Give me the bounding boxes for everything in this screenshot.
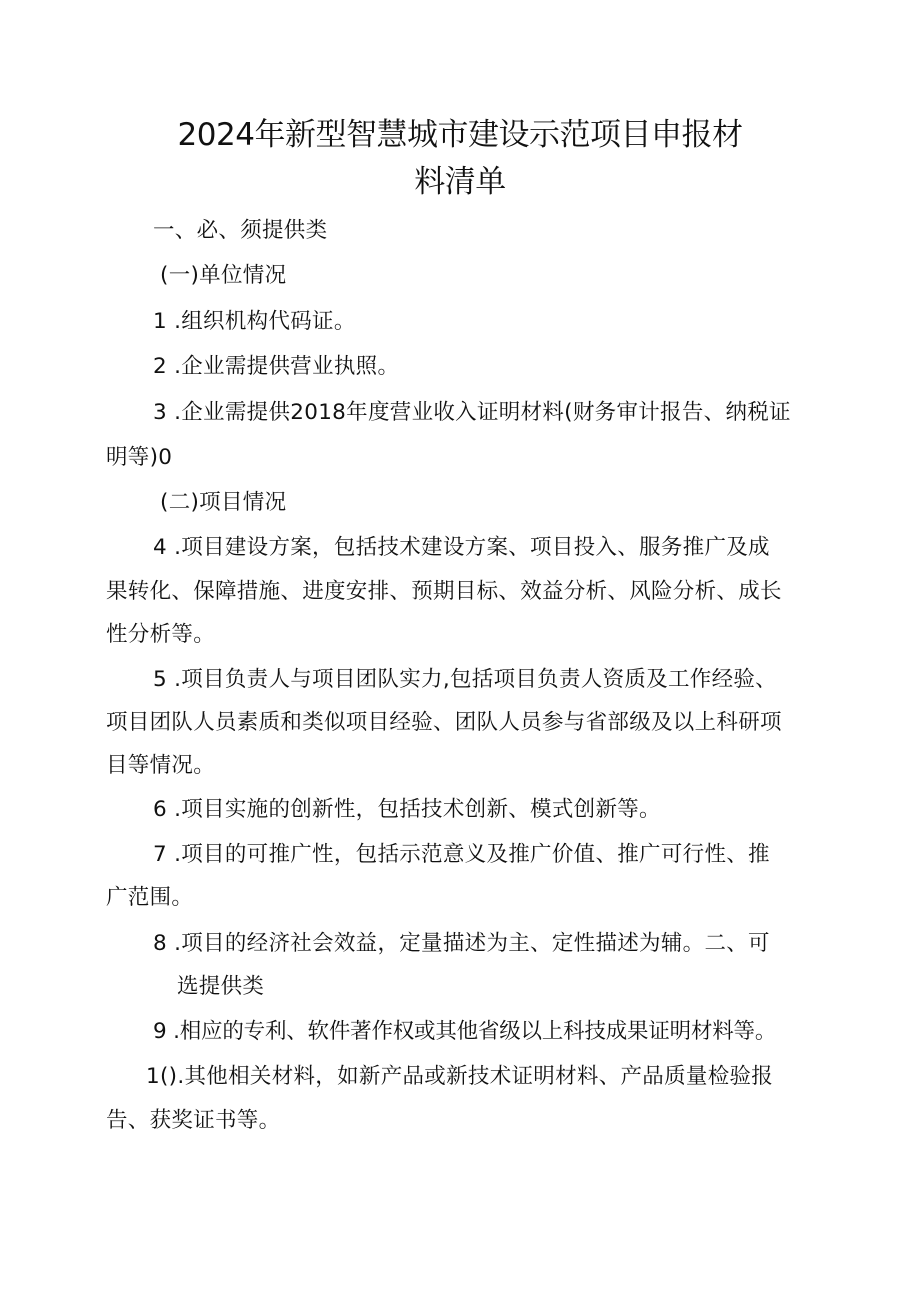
list-item-10-line-1: 1().其他相关材料，如新产品或新技术证明材料、产品质量检验报 [146, 1064, 774, 1089]
list-item-7-line-2: 广范围。 [106, 885, 194, 910]
list-item-2: 2 .企业需提供营业执照。 [153, 354, 400, 379]
list-item-5-line-1: 5 .项目负责人与项目团队实力,包括项目负责人资质及工作经验、 [153, 667, 777, 692]
list-item-3-line-1: 3 .企业需提供2018年度营业收入证明材料(财务审计报告、纳税证 [153, 400, 791, 425]
section-heading-required: 一、必、须提供类 [153, 218, 328, 243]
subsection-heading-unit: (一)单位情况 [160, 263, 287, 288]
list-item-8-line-1: 8 .项目的经济社会效益，定量描述为主、定性描述为辅。二、可 [153, 931, 770, 956]
list-item-5-line-2: 项目团队人员素质和类似项目经验、团队人员参与省部级及以上科研项 [106, 710, 782, 735]
list-item-7-line-1: 7 .项目的可推广性，包括示范意义及推广价值、推广可行性、推 [153, 842, 770, 867]
list-item-9: 9 .相应的专利、软件著作权或其他省级以上科技成果证明材料等。 [153, 1019, 777, 1044]
list-item-3-line-2: 明等)0 [106, 445, 173, 470]
list-item-5-line-3: 目等情况。 [106, 753, 216, 778]
list-item-4-line-3: 性分析等。 [106, 622, 216, 647]
list-item-10-line-2: 告、获奖证书等。 [106, 1108, 281, 1133]
document-title-line-2: 料清单 [414, 164, 506, 200]
subsection-heading-project: (二)项目情况 [160, 490, 287, 515]
list-item-4-line-2: 果转化、保障措施、进度安排、预期目标、效益分析、风险分析、成长 [106, 579, 782, 604]
list-item-6: 6 .项目实施的创新性，包括技术创新、模式创新等。 [153, 797, 661, 822]
list-item-8-line-2: 选提供类 [177, 974, 265, 999]
document-title-line-1: 2024年新型智慧城市建设示范项目申报材 [177, 117, 743, 153]
list-item-4-line-1: 4 .项目建设方案，包括技术建设方案、项目投入、服务推广及成 [153, 535, 770, 560]
list-item-1: 1 .组织机构代码证。 [153, 309, 356, 334]
